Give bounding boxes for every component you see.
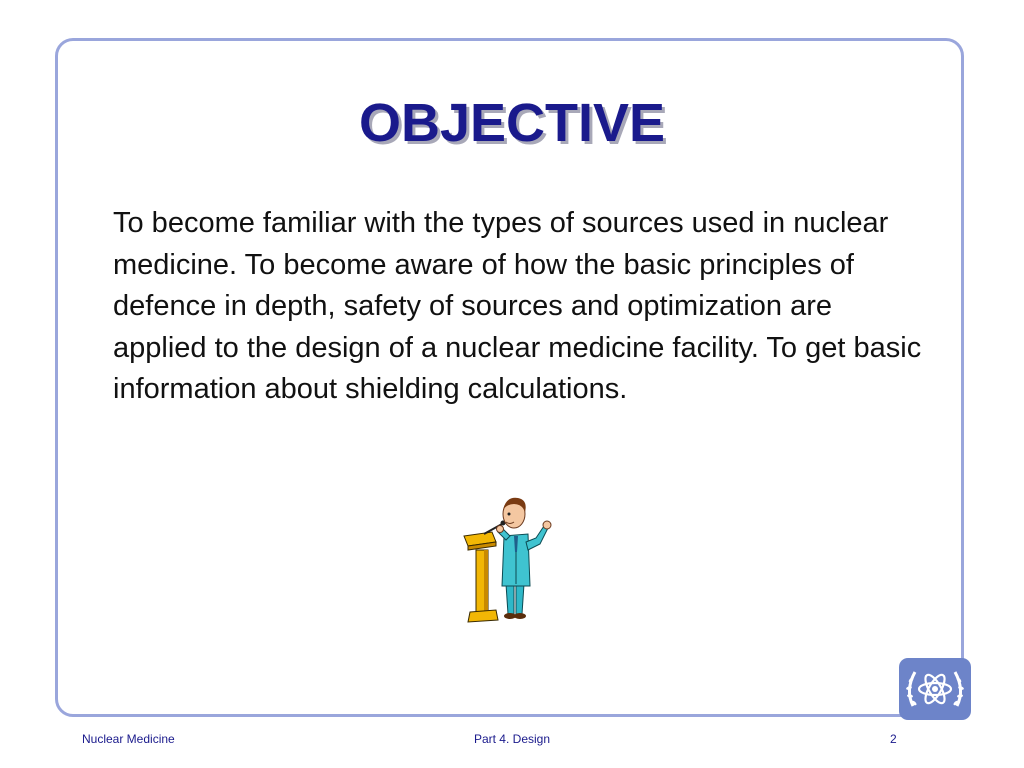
footer-course-title: Nuclear Medicine (82, 732, 175, 746)
slide-body-text: To become familiar with the types of sources used in nuclear medicine. To become aware of how the basic principles of defence in depth, safety of sources and optimization are applied to the design of a nuclear medicine facility. To get basic information about shielding calculations. (113, 207, 922, 405)
iaea-logo-icon (899, 658, 971, 720)
slide-title: OBJECTIVE (358, 93, 666, 153)
footer-part-title: Part 4. Design (473, 732, 551, 746)
speaker-at-podium-icon (462, 492, 554, 624)
footer-page-number: 2 (890, 732, 897, 746)
